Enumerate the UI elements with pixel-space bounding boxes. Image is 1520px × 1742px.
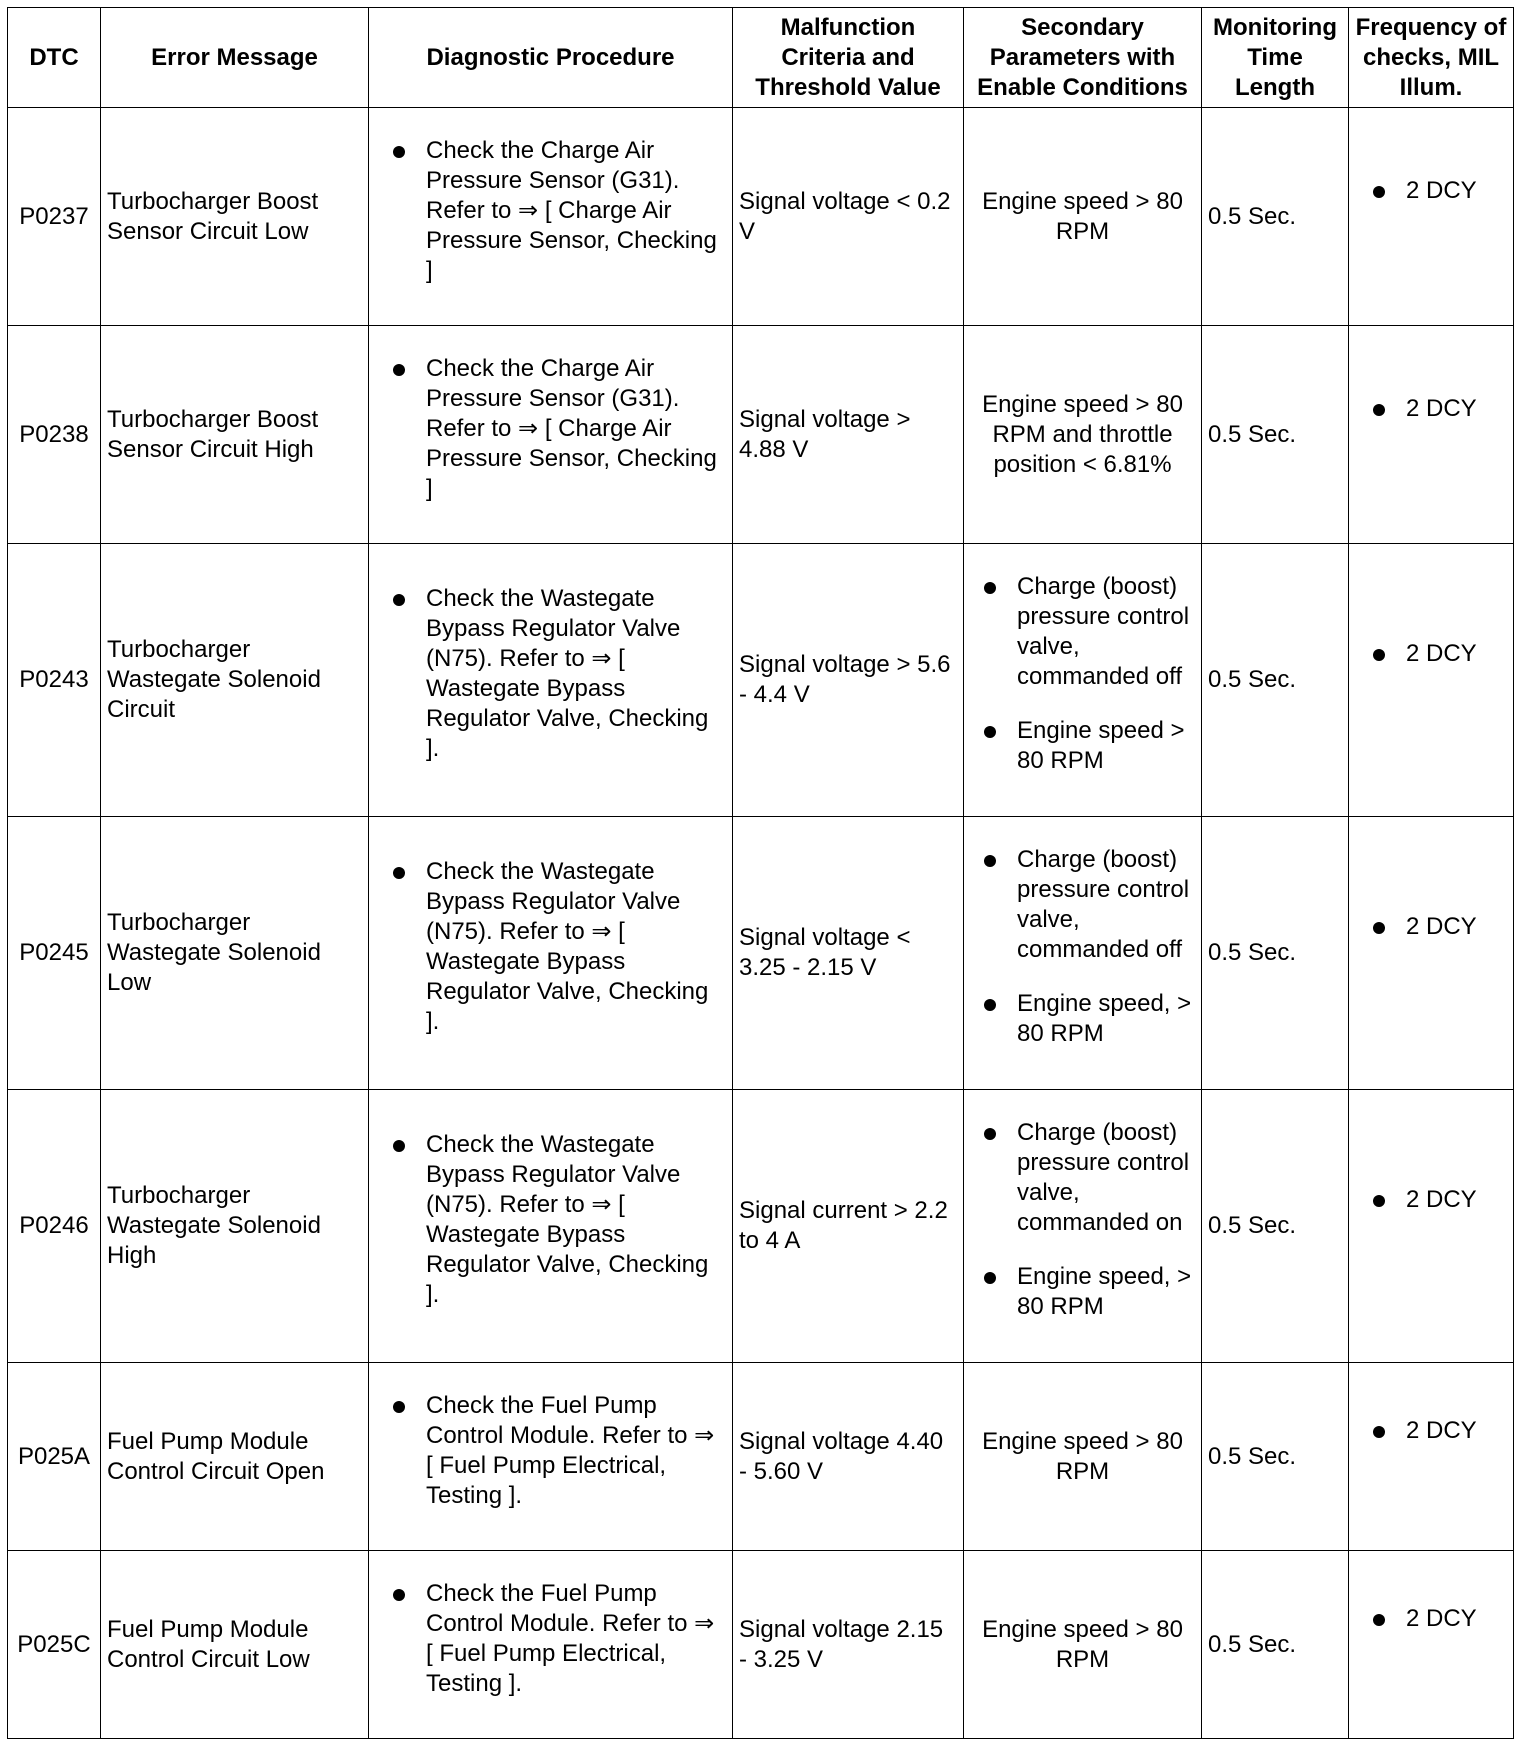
header-secondary-parameters: Secondary Parameters with Enable Conditions <box>964 8 1202 108</box>
procedure-bullet: Check the Fuel Pump Control Module. Refer to ⇒ [ Fuel Pump Electrical, Testing ]. <box>391 1579 724 1699</box>
header-monitoring-time: Monitoring Time Length <box>1202 8 1349 108</box>
error-message: Turbocharger Wastegate Solenoid High <box>101 1090 369 1363</box>
monitoring-time: 0.5 Sec. <box>1202 1363 1349 1551</box>
error-message: Fuel Pump Module Control Circuit Open <box>101 1363 369 1551</box>
header-frequency: Frequency of checks, MIL Illum. <box>1349 8 1514 108</box>
secondary-parameters <box>964 544 1202 817</box>
error-message: Turbocharger Wastegate Solenoid Low <box>101 817 369 1090</box>
frequency-cell <box>1349 1363 1514 1551</box>
dtc-code: P0237 <box>8 108 101 326</box>
malfunction-criteria: Signal voltage 4.40 - 5.60 V <box>733 1363 964 1551</box>
diagnostic-procedure <box>369 1551 733 1739</box>
frequency-bullet: 2 DCY <box>1371 394 1507 424</box>
frequency-bullet: 2 DCY <box>1371 912 1507 942</box>
frequency-cell <box>1349 1090 1514 1363</box>
secondary-bullet: Charge (boost) pressure control valve, commanded off <box>982 845 1197 965</box>
monitoring-time: 0.5 Sec. <box>1202 1551 1349 1739</box>
secondary-bullet: Engine speed > 80 RPM <box>982 716 1197 776</box>
monitoring-time: 0.5 Sec. <box>1202 326 1349 544</box>
frequency-cell <box>1349 1551 1514 1739</box>
procedure-bullet: Check the Wastegate Bypass Regulator Valve (N75). Refer to ⇒ [ Wastegate Bypass Regulator Valve, Checking ]. <box>391 584 724 764</box>
monitoring-time: 0.5 Sec. <box>1202 817 1349 1090</box>
malfunction-criteria: Signal voltage < 3.25 - 2.15 V <box>733 817 964 1090</box>
secondary-parameters <box>964 1090 1202 1363</box>
secondary-bullet: Charge (boost) pressure control valve, commanded on <box>982 1118 1197 1238</box>
diagnostic-procedure <box>369 1363 733 1551</box>
secondary-parameters: Engine speed > 80 RPM and throttle position < 6.81% <box>964 326 1202 544</box>
secondary-parameters: Engine speed > 80 RPM <box>964 1363 1202 1551</box>
secondary-parameters: Engine speed > 80 RPM <box>964 1551 1202 1739</box>
procedure-bullet: Check the Wastegate Bypass Regulator Valve (N75). Refer to ⇒ [ Wastegate Bypass Regulator Valve, Checking ]. <box>391 1130 724 1310</box>
error-message: Fuel Pump Module Control Circuit Low <box>101 1551 369 1739</box>
dtc-code: P0245 <box>8 817 101 1090</box>
header-malfunction-criteria: Malfunction Criteria and Threshold Value <box>733 8 964 108</box>
header-error-message: Error Message <box>101 8 369 108</box>
header-row <box>8 8 1514 108</box>
table-row <box>8 1090 1514 1363</box>
dtc-code: P0243 <box>8 544 101 817</box>
malfunction-criteria: Signal voltage < 0.2 V <box>733 108 964 326</box>
frequency-bullet: 2 DCY <box>1371 1185 1507 1215</box>
diagnostic-procedure <box>369 108 733 326</box>
secondary-bullet: Engine speed, > 80 RPM <box>982 989 1197 1049</box>
frequency-bullet: 2 DCY <box>1371 176 1507 206</box>
diagnostic-procedure <box>369 1090 733 1363</box>
header-diagnostic-procedure: Diagnostic Procedure <box>369 8 733 108</box>
procedure-bullet: Check the Wastegate Bypass Regulator Valve (N75). Refer to ⇒ [ Wastegate Bypass Regulator Valve, Checking ]. <box>391 857 724 1037</box>
frequency-cell <box>1349 326 1514 544</box>
frequency-bullet: 2 DCY <box>1371 1604 1507 1634</box>
procedure-bullet: Check the Fuel Pump Control Module. Refer to ⇒ [ Fuel Pump Electrical, Testing ]. <box>391 1391 724 1511</box>
frequency-cell <box>1349 817 1514 1090</box>
diagnostic-procedure <box>369 326 733 544</box>
dtc-code: P0246 <box>8 1090 101 1363</box>
procedure-bullet: Check the Charge Air Pressure Sensor (G31). Refer to ⇒ [ Charge Air Pressure Sensor, Checking ] <box>391 354 724 504</box>
diagnostic-procedure <box>369 817 733 1090</box>
table-row <box>8 1363 1514 1551</box>
secondary-bullet: Charge (boost) pressure control valve, commanded off <box>982 572 1197 692</box>
malfunction-criteria: Signal voltage 2.15 - 3.25 V <box>733 1551 964 1739</box>
dtc-code: P0238 <box>8 326 101 544</box>
diagnostic-procedure <box>369 544 733 817</box>
monitoring-time: 0.5 Sec. <box>1202 108 1349 326</box>
monitoring-time: 0.5 Sec. <box>1202 1090 1349 1363</box>
malfunction-criteria: Signal voltage > 5.6 - 4.4 V <box>733 544 964 817</box>
dtc-table <box>7 7 1514 1739</box>
frequency-cell <box>1349 544 1514 817</box>
error-message: Turbocharger Wastegate Solenoid Circuit <box>101 544 369 817</box>
table-row <box>8 108 1514 326</box>
malfunction-criteria: Signal current > 2.2 to 4 A <box>733 1090 964 1363</box>
malfunction-criteria: Signal voltage > 4.88 V <box>733 326 964 544</box>
frequency-bullet: 2 DCY <box>1371 639 1507 669</box>
procedure-bullet: Check the Charge Air Pressure Sensor (G31). Refer to ⇒ [ Charge Air Pressure Sensor, Checking ] <box>391 136 724 286</box>
table-row <box>8 817 1514 1090</box>
table-row <box>8 326 1514 544</box>
frequency-cell <box>1349 108 1514 326</box>
dtc-code: P025C <box>8 1551 101 1739</box>
secondary-parameters <box>964 817 1202 1090</box>
table-row <box>8 1551 1514 1739</box>
frequency-bullet: 2 DCY <box>1371 1416 1507 1446</box>
table-row <box>8 544 1514 817</box>
secondary-parameters: Engine speed > 80 RPM <box>964 108 1202 326</box>
header-dtc: DTC <box>8 8 101 108</box>
error-message: Turbocharger Boost Sensor Circuit Low <box>101 108 369 326</box>
error-message: Turbocharger Boost Sensor Circuit High <box>101 326 369 544</box>
secondary-bullet: Engine speed, > 80 RPM <box>982 1262 1197 1322</box>
monitoring-time: 0.5 Sec. <box>1202 544 1349 817</box>
dtc-code: P025A <box>8 1363 101 1551</box>
